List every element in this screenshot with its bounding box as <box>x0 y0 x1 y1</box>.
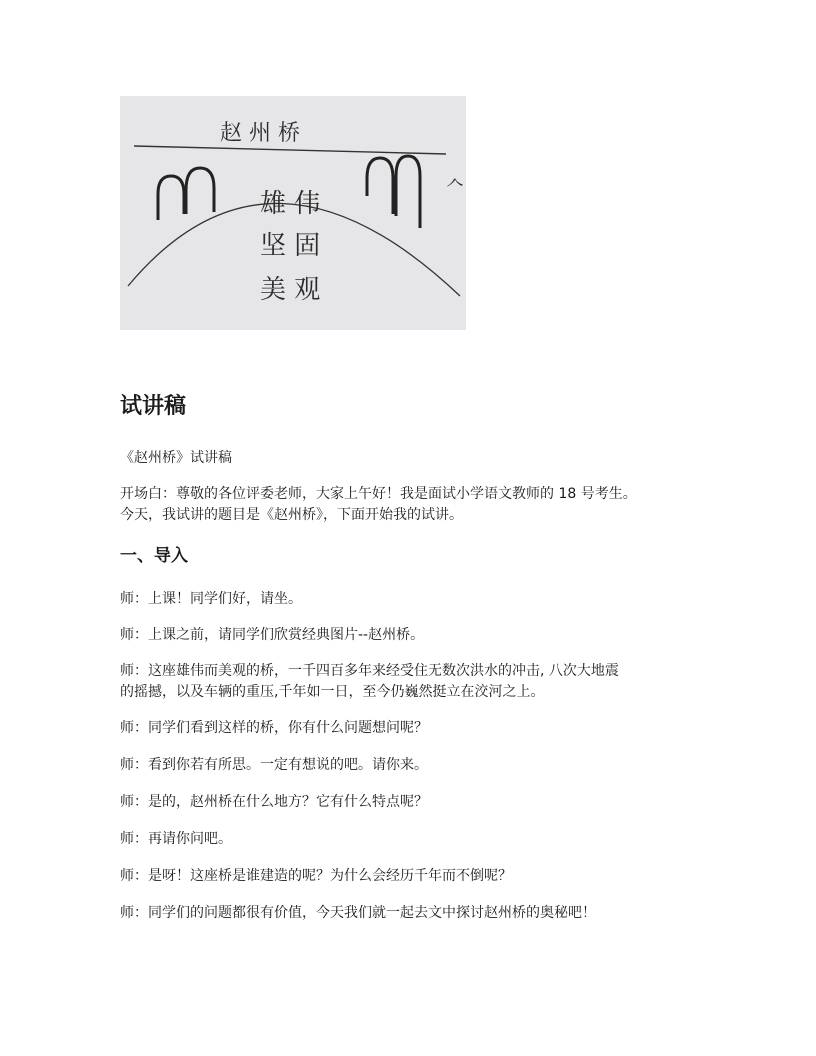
left-arch-inner <box>186 168 214 214</box>
bridge-drawing <box>120 96 466 330</box>
dialogue-line: 师：这座雄伟而美观的桥，一千四百多年来经受住无数次洪水的冲击, 八次大地震 <box>120 663 619 679</box>
opening-line-2: 今天，我试讲的题目是《赵州桥》，下面开始我的试讲。 <box>120 507 463 523</box>
bridge-deck-line <box>134 146 446 154</box>
left-arch-outer <box>158 176 184 220</box>
dialogue-line: 师：上课！同学们好，请坐。 <box>120 591 302 607</box>
dialogue-line: 师：是的，赵州桥在什么地方？它有什么特点呢？ <box>120 794 428 810</box>
bridge-drawing-image <box>120 96 466 330</box>
right-arch-outer <box>396 156 420 228</box>
section-heading-intro: 一、导入 <box>120 546 188 566</box>
right-arch-inner <box>367 158 393 214</box>
dialogue-line: 师：上课之前，请同学们欣赏经典图片--赵州桥。 <box>120 627 425 643</box>
dialogue-line: 师：是呀！这座桥是谁建造的呢？为什么会经历千年而不倒呢？ <box>120 868 512 884</box>
document-subtitle: 《赵州桥》试讲稿 <box>120 450 232 466</box>
document-title: 试讲稿 <box>120 394 187 419</box>
dialogue-line: 师：看到你若有所思。一定有想说的吧。请你来。 <box>120 757 428 773</box>
word-beautiful: 美 观 <box>260 275 321 305</box>
dialogue-line: 师：同学们的问题都很有价值，今天我们就一起去文中探讨赵州桥的奥秘吧！ <box>120 905 596 921</box>
opening-paragraph <box>120 484 710 526</box>
handwritten-mark: 𠆢 <box>446 174 464 195</box>
dialogue-line-continued: 的摇撼，以及车辆的重压,千年如一日，至今仍巍然挺立在洨河之上。 <box>120 684 545 700</box>
dialogue-line: 师：同学们看到这样的桥，你有什么问题想问呢？ <box>120 720 428 736</box>
bridge-name-label: 赵 州 桥 <box>220 121 300 146</box>
dialogue-line: 师：再请你问吧。 <box>120 831 232 847</box>
opening-line-1: 开场白：尊敬的各位评委老师，大家上午好！我是面试小学语文教师的 18 号考生。 <box>120 486 637 502</box>
word-majestic: 雄 伟 <box>260 189 321 219</box>
word-solid: 坚 固 <box>260 231 321 261</box>
